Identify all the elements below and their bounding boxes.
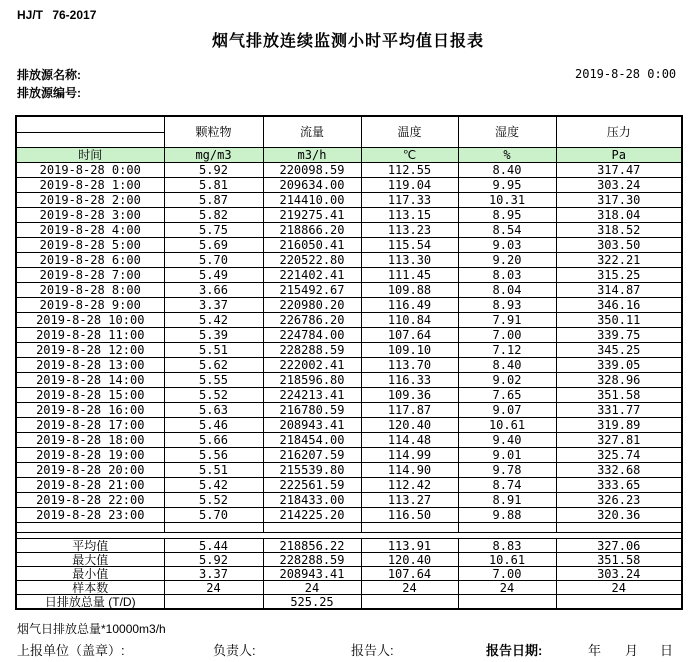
time-cell: 2019-8-28 17:00 <box>16 418 164 433</box>
value-cell: 208943.41 <box>263 418 361 433</box>
month-label: 月 <box>625 643 639 658</box>
value-cell: 209634.00 <box>263 178 361 193</box>
value-cell: 119.04 <box>361 178 458 193</box>
value-cell: 5.55 <box>164 373 263 388</box>
table-row <box>16 418 682 433</box>
time-cell: 2019-8-28 15:00 <box>16 388 164 403</box>
value-cell: 8.40 <box>458 358 556 373</box>
summary-value-cell: 24 <box>361 581 458 595</box>
param-header-2: 流量 <box>263 116 361 148</box>
value-cell: 5.42 <box>164 478 263 493</box>
value-cell: 331.77 <box>556 403 682 418</box>
summary-value-cell: 228288.59 <box>263 553 361 567</box>
value-cell: 7.91 <box>458 313 556 328</box>
value-cell: 218596.80 <box>263 373 361 388</box>
value-cell: 117.87 <box>361 403 458 418</box>
blank-cell <box>263 523 361 533</box>
summary-value-cell: 5.92 <box>164 553 263 567</box>
value-cell: 8.40 <box>458 163 556 178</box>
value-cell: 5.39 <box>164 328 263 343</box>
value-cell: 228288.59 <box>263 343 361 358</box>
value-cell: 109.36 <box>361 388 458 403</box>
unit-header-4: % <box>458 148 556 163</box>
value-cell: 3.37 <box>164 298 263 313</box>
time-cell: 2019-8-28 3:00 <box>16 208 164 223</box>
summary-value-cell: 24 <box>164 581 263 595</box>
table-row <box>16 328 682 343</box>
table-row <box>16 283 682 298</box>
value-cell: 325.74 <box>556 448 682 463</box>
time-cell: 2019-8-28 11:00 <box>16 328 164 343</box>
value-cell: 114.99 <box>361 448 458 463</box>
value-cell: 5.52 <box>164 493 263 508</box>
table-row <box>16 163 682 178</box>
time-cell: 2019-8-28 9:00 <box>16 298 164 313</box>
value-cell: 226786.20 <box>263 313 361 328</box>
value-cell: 113.30 <box>361 253 458 268</box>
value-cell: 351.58 <box>556 388 682 403</box>
value-cell: 332.68 <box>556 463 682 478</box>
time-cell: 2019-8-28 21:00 <box>16 478 164 493</box>
table-row <box>16 463 682 478</box>
source-code-label: 排放源编号: <box>17 86 81 100</box>
value-cell: 8.03 <box>458 268 556 283</box>
value-cell: 113.70 <box>361 358 458 373</box>
value-cell: 219275.41 <box>263 208 361 223</box>
value-cell: 115.54 <box>361 238 458 253</box>
value-cell: 315.25 <box>556 268 682 283</box>
unit-header-1: mg/m3 <box>164 148 263 163</box>
summary-value-cell: 10.61 <box>458 553 556 567</box>
value-cell: 327.81 <box>556 433 682 448</box>
summary-row <box>16 553 682 567</box>
summary-value-cell: 24 <box>263 581 361 595</box>
time-cell: 2019-8-28 8:00 <box>16 283 164 298</box>
value-cell: 9.20 <box>458 253 556 268</box>
value-cell: 224213.41 <box>263 388 361 403</box>
table-row <box>16 223 682 238</box>
table-row <box>16 268 682 283</box>
summary-value-cell <box>458 595 556 610</box>
summary-value-cell: 5.44 <box>164 539 263 553</box>
value-cell: 339.75 <box>556 328 682 343</box>
value-cell: 10.31 <box>458 193 556 208</box>
table-row <box>16 478 682 493</box>
value-cell: 114.90 <box>361 463 458 478</box>
table-row <box>16 178 682 193</box>
value-cell: 9.95 <box>458 178 556 193</box>
value-cell: 10.61 <box>458 418 556 433</box>
value-cell: 116.50 <box>361 508 458 523</box>
value-cell: 7.12 <box>458 343 556 358</box>
value-cell: 120.40 <box>361 418 458 433</box>
report-unit-label: 上报单位（盖章）: <box>17 643 125 658</box>
time-cell: 2019-8-28 2:00 <box>16 193 164 208</box>
summary-value-cell: 120.40 <box>361 553 458 567</box>
table-row <box>16 298 682 313</box>
table-row <box>16 343 682 358</box>
value-cell: 318.52 <box>556 223 682 238</box>
summary-value-cell: 525.25 <box>263 595 361 610</box>
value-cell: 224784.00 <box>263 328 361 343</box>
blank-cell <box>164 523 263 533</box>
value-cell: 5.70 <box>164 508 263 523</box>
value-cell: 221402.41 <box>263 268 361 283</box>
value-cell: 218454.00 <box>263 433 361 448</box>
summary-label: 最小值 <box>16 567 164 581</box>
header-corner-cell <box>16 116 164 148</box>
value-cell: 8.93 <box>458 298 556 313</box>
summary-value-cell: 208943.41 <box>263 567 361 581</box>
value-cell: 109.10 <box>361 343 458 358</box>
corner-bottom <box>17 133 164 148</box>
value-cell: 3.66 <box>164 283 263 298</box>
time-cell: 2019-8-28 4:00 <box>16 223 164 238</box>
blank-cell <box>556 523 682 533</box>
summary-value-cell: 7.00 <box>458 567 556 581</box>
summary-value-cell <box>556 595 682 610</box>
value-cell: 113.27 <box>361 493 458 508</box>
year-label: 年 <box>588 643 602 658</box>
time-cell: 2019-8-28 13:00 <box>16 358 164 373</box>
summary-value-cell <box>164 595 263 610</box>
value-cell: 9.03 <box>458 238 556 253</box>
summary-value-cell: 303.24 <box>556 567 682 581</box>
blank-row <box>16 523 682 533</box>
time-cell: 2019-8-28 14:00 <box>16 373 164 388</box>
summary-value-cell: 113.91 <box>361 539 458 553</box>
unit-header-5: Pa <box>556 148 682 163</box>
value-cell: 5.63 <box>164 403 263 418</box>
value-cell: 8.91 <box>458 493 556 508</box>
time-cell: 2019-8-28 20:00 <box>16 463 164 478</box>
value-cell: 216780.59 <box>263 403 361 418</box>
value-cell: 113.23 <box>361 223 458 238</box>
time-cell: 2019-8-28 18:00 <box>16 433 164 448</box>
value-cell: 9.01 <box>458 448 556 463</box>
value-cell: 8.04 <box>458 283 556 298</box>
value-cell: 214225.20 <box>263 508 361 523</box>
table-row <box>16 493 682 508</box>
summary-row <box>16 581 682 595</box>
param-header-3: 温度 <box>361 116 458 148</box>
corner-split <box>17 117 164 147</box>
value-cell: 318.04 <box>556 208 682 223</box>
value-cell: 112.42 <box>361 478 458 493</box>
day-label: 日 <box>660 643 674 658</box>
table-row <box>16 403 682 418</box>
table-row <box>16 433 682 448</box>
value-cell: 117.33 <box>361 193 458 208</box>
value-cell: 9.02 <box>458 373 556 388</box>
time-cell: 2019-8-28 16:00 <box>16 403 164 418</box>
table-row <box>16 388 682 403</box>
value-cell: 107.64 <box>361 328 458 343</box>
value-cell: 314.87 <box>556 283 682 298</box>
time-cell: 2019-8-28 6:00 <box>16 253 164 268</box>
responsible-person-label: 负责人: <box>213 643 256 658</box>
signature-line <box>0 640 696 656</box>
table-row <box>16 508 682 523</box>
param-header-5: 压力 <box>556 116 682 148</box>
value-cell: 5.62 <box>164 358 263 373</box>
value-cell: 320.36 <box>556 508 682 523</box>
time-cell: 2019-8-28 5:00 <box>16 238 164 253</box>
value-cell: 328.96 <box>556 373 682 388</box>
blank-cell <box>458 523 556 533</box>
summary-value-cell: 8.83 <box>458 539 556 553</box>
report-datetime: 2019-8-28 0:00 <box>575 67 677 81</box>
summary-row <box>16 539 682 553</box>
value-cell: 5.51 <box>164 343 263 358</box>
value-cell: 113.15 <box>361 208 458 223</box>
value-cell: 216207.59 <box>263 448 361 463</box>
table-row <box>16 253 682 268</box>
unit-header-3: ℃ <box>361 148 458 163</box>
table-row <box>16 448 682 463</box>
param-header-1: 颗粒物 <box>164 116 263 148</box>
hourly-average-table <box>15 115 683 610</box>
time-cell: 2019-8-28 12:00 <box>16 343 164 358</box>
table-row <box>16 358 682 373</box>
value-cell: 218433.00 <box>263 493 361 508</box>
footer-note: 烟气日排放总量*10000m3/h <box>17 622 166 636</box>
value-cell: 9.07 <box>458 403 556 418</box>
value-cell: 317.47 <box>556 163 682 178</box>
table-row <box>16 373 682 388</box>
value-cell: 116.49 <box>361 298 458 313</box>
param-header-4: 湿度 <box>458 116 556 148</box>
reporter-label: 报告人: <box>351 643 394 658</box>
summary-value-cell: 351.58 <box>556 553 682 567</box>
value-cell: 7.65 <box>458 388 556 403</box>
value-cell: 333.65 <box>556 478 682 493</box>
table-row <box>16 193 682 208</box>
time-cell: 2019-8-28 7:00 <box>16 268 164 283</box>
value-cell: 5.46 <box>164 418 263 433</box>
value-cell: 303.24 <box>556 178 682 193</box>
value-cell: 5.70 <box>164 253 263 268</box>
value-cell: 5.52 <box>164 388 263 403</box>
table-row <box>16 208 682 223</box>
summary-value-cell: 24 <box>458 581 556 595</box>
time-cell: 2019-8-28 23:00 <box>16 508 164 523</box>
value-cell: 5.42 <box>164 313 263 328</box>
value-cell: 5.81 <box>164 178 263 193</box>
corner-top <box>17 117 164 133</box>
table-row <box>16 313 682 328</box>
summary-label: 最大值 <box>16 553 164 567</box>
value-cell: 5.51 <box>164 463 263 478</box>
value-cell: 346.16 <box>556 298 682 313</box>
value-cell: 110.84 <box>361 313 458 328</box>
summary-row <box>16 567 682 581</box>
value-cell: 326.23 <box>556 493 682 508</box>
value-cell: 114.48 <box>361 433 458 448</box>
summary-row <box>16 595 682 610</box>
value-cell: 345.25 <box>556 343 682 358</box>
summary-value-cell <box>361 595 458 610</box>
value-cell: 5.66 <box>164 433 263 448</box>
value-cell: 215539.80 <box>263 463 361 478</box>
time-cell: 2019-8-28 10:00 <box>16 313 164 328</box>
value-cell: 111.45 <box>361 268 458 283</box>
report-date-label: 报告日期: <box>486 643 543 658</box>
summary-value-cell: 107.64 <box>361 567 458 581</box>
summary-value-cell: 327.06 <box>556 539 682 553</box>
blank-cell <box>16 523 164 533</box>
page-title: 烟气排放连续监测小时平均值日报表 <box>211 33 484 50</box>
value-cell: 322.21 <box>556 253 682 268</box>
time-header-cell: 时间 <box>16 148 164 163</box>
value-cell: 9.88 <box>458 508 556 523</box>
value-cell: 350.11 <box>556 313 682 328</box>
value-cell: 220098.59 <box>263 163 361 178</box>
value-cell: 5.92 <box>164 163 263 178</box>
summary-label: 日排放总量 (T/D) <box>16 595 164 610</box>
value-cell: 319.89 <box>556 418 682 433</box>
value-cell: 218866.20 <box>263 223 361 238</box>
value-cell: 7.00 <box>458 328 556 343</box>
value-cell: 214410.00 <box>263 193 361 208</box>
value-cell: 216050.41 <box>263 238 361 253</box>
summary-label: 平均值 <box>16 539 164 553</box>
value-cell: 303.50 <box>556 238 682 253</box>
value-cell: 222561.59 <box>263 478 361 493</box>
value-cell: 9.78 <box>458 463 556 478</box>
value-cell: 5.75 <box>164 223 263 238</box>
value-cell: 215492.67 <box>263 283 361 298</box>
value-cell: 5.87 <box>164 193 263 208</box>
time-cell: 2019-8-28 1:00 <box>16 178 164 193</box>
value-cell: 5.69 <box>164 238 263 253</box>
unit-header-2: m3/h <box>263 148 361 163</box>
source-name-label: 排放源名称: <box>17 68 81 82</box>
value-cell: 220522.80 <box>263 253 361 268</box>
units-header-row <box>16 148 682 163</box>
value-cell: 112.55 <box>361 163 458 178</box>
blank-cell <box>361 523 458 533</box>
value-cell: 116.33 <box>361 373 458 388</box>
value-cell: 8.95 <box>458 208 556 223</box>
value-cell: 5.49 <box>164 268 263 283</box>
value-cell: 109.88 <box>361 283 458 298</box>
time-cell: 2019-8-28 19:00 <box>16 448 164 463</box>
value-cell: 317.30 <box>556 193 682 208</box>
value-cell: 339.05 <box>556 358 682 373</box>
value-cell: 220980.20 <box>263 298 361 313</box>
summary-value-cell: 3.37 <box>164 567 263 581</box>
value-cell: 5.56 <box>164 448 263 463</box>
summary-label: 样本数 <box>16 581 164 595</box>
value-cell: 8.74 <box>458 478 556 493</box>
time-cell: 2019-8-28 0:00 <box>16 163 164 178</box>
value-cell: 222002.41 <box>263 358 361 373</box>
table-row <box>16 238 682 253</box>
value-cell: 9.40 <box>458 433 556 448</box>
value-cell: 5.82 <box>164 208 263 223</box>
value-cell: 8.54 <box>458 223 556 238</box>
standard-number: HJ/T 76-2017 <box>17 8 97 22</box>
summary-value-cell: 218856.22 <box>263 539 361 553</box>
param-header-row <box>16 116 682 148</box>
summary-value-cell: 24 <box>556 581 682 595</box>
time-cell: 2019-8-28 22:00 <box>16 493 164 508</box>
